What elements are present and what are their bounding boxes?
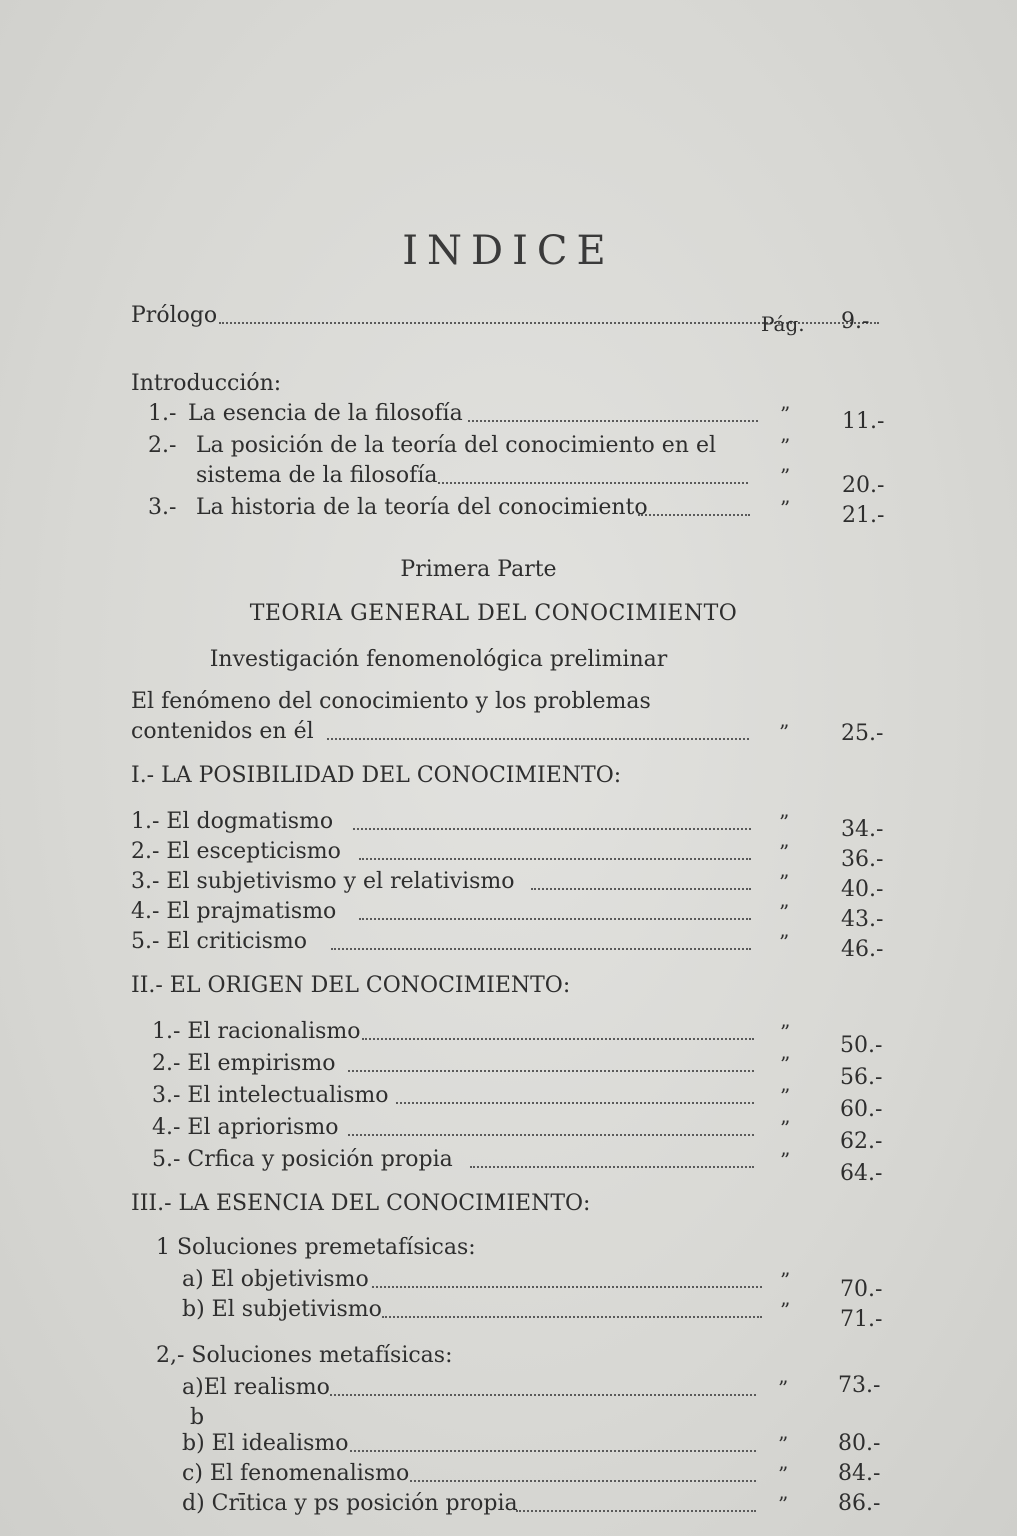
toc-entry bbox=[148, 400, 888, 434]
page-number: 34.- bbox=[841, 817, 884, 842]
toc-entry bbox=[148, 494, 888, 528]
toc-entry-label: b) El subjetivismo bbox=[182, 1297, 382, 1322]
leader-dots bbox=[382, 1316, 762, 1318]
leader-dots bbox=[348, 1070, 754, 1072]
toc-entry bbox=[148, 432, 888, 460]
part-title: TEORIA GENERAL DEL CONOCIMIENTO bbox=[249, 601, 738, 626]
pag-label: Pág. bbox=[761, 312, 805, 336]
section-heading: II.- EL ORIGEN DEL CONOCIMIENTO: bbox=[131, 973, 571, 998]
toc-entry bbox=[131, 718, 891, 746]
toc-entry bbox=[152, 1050, 892, 1090]
toc-entry-label: 1.- El racionalismo bbox=[152, 1019, 361, 1044]
ditto-mark: ” bbox=[780, 1148, 791, 1172]
page-number: 70.- bbox=[840, 1277, 883, 1302]
toc-entry bbox=[182, 1266, 892, 1302]
page-number: 50.- bbox=[840, 1033, 883, 1058]
toc-entry-label: La esencia de la filosofía bbox=[188, 401, 463, 426]
toc-entry bbox=[152, 1146, 892, 1186]
toc-entry-label: 4.- El apriorismo bbox=[152, 1115, 339, 1140]
page-number: 60.- bbox=[840, 1097, 883, 1122]
page-number: 40.- bbox=[841, 877, 884, 902]
toc-entry-label: b) El idealismo bbox=[182, 1431, 349, 1456]
page-number: 11.- bbox=[842, 409, 885, 434]
ditto-mark: ” bbox=[779, 810, 790, 834]
subsection-heading: 2,- Soluciones metafísicas: bbox=[156, 1343, 453, 1368]
toc-entry bbox=[131, 898, 891, 932]
toc-entry-label: sistema de la filosofía bbox=[196, 463, 438, 488]
toc-entry-label: El fenómeno del conocimiento y los problemas bbox=[131, 689, 651, 714]
toc-entry-label: b bbox=[190, 1405, 205, 1430]
leader-dots bbox=[330, 1394, 756, 1396]
ditto-mark: ” bbox=[780, 1298, 791, 1322]
toc-entry-label: contenidos en él bbox=[131, 719, 314, 744]
toc-entry bbox=[182, 1460, 892, 1488]
toc-entry bbox=[152, 1114, 892, 1154]
section-heading: I.- LA POSIBILIDAD DEL CONOCIMIENTO: bbox=[131, 763, 622, 788]
leader-dots bbox=[362, 1038, 754, 1040]
ditto-mark: ” bbox=[780, 1020, 791, 1044]
page-number: 84.- bbox=[838, 1461, 881, 1486]
page-number: 20.- bbox=[842, 473, 885, 498]
toc-entry bbox=[182, 1430, 892, 1458]
page-number: 9.- bbox=[841, 309, 870, 334]
toc-entry bbox=[131, 928, 891, 962]
leader-dots bbox=[350, 1450, 756, 1452]
toc-entry-number: 2.- bbox=[148, 433, 177, 458]
leader-dots bbox=[372, 1286, 762, 1288]
toc-entry-label: a) El objetivismo bbox=[182, 1267, 369, 1292]
toc-entry-label: 2.- El empirismo bbox=[152, 1051, 336, 1076]
leader-dots bbox=[331, 948, 751, 950]
page-number: 62.- bbox=[840, 1129, 883, 1154]
ditto-mark: ” bbox=[780, 496, 791, 520]
page-number: 64.- bbox=[840, 1161, 883, 1186]
ditto-mark: ” bbox=[779, 720, 790, 744]
ditto-mark: ” bbox=[780, 464, 791, 488]
toc-entry-label: 5.- El criticismo bbox=[131, 929, 308, 954]
toc-entry-label: 3.- El intelectualismo bbox=[152, 1083, 389, 1108]
ditto-mark: ” bbox=[780, 402, 791, 426]
page-number: 43.- bbox=[841, 907, 884, 932]
page-number: 80.- bbox=[838, 1431, 881, 1456]
toc-entry bbox=[131, 868, 891, 902]
ditto-mark: ” bbox=[779, 900, 790, 924]
leader-dots bbox=[348, 1134, 754, 1136]
part-label: Primera Parte bbox=[400, 557, 557, 582]
page-title: INDICE bbox=[402, 228, 615, 274]
toc-entry-label: 2.- El escepticismo bbox=[131, 839, 341, 864]
toc-entry bbox=[182, 1490, 892, 1518]
ditto-mark: ” bbox=[780, 1084, 791, 1108]
ditto-mark: ” bbox=[780, 1116, 791, 1140]
leader-dots bbox=[470, 1166, 754, 1168]
page-number: 36.- bbox=[841, 847, 884, 872]
toc-entry bbox=[182, 1374, 892, 1402]
toc-entry-number: 3.- bbox=[148, 495, 177, 520]
subsection-heading: 1 Soluciones premetafísicas: bbox=[156, 1235, 476, 1260]
section-heading: III.- LA ESENCIA DEL CONOCIMIENTO: bbox=[131, 1191, 591, 1216]
toc-entry-label: 5.- Crfica y posición propia bbox=[152, 1147, 453, 1172]
ditto-mark: ” bbox=[780, 434, 791, 458]
page-number: 25.- bbox=[841, 721, 884, 746]
part-subtitle: Investigación fenomenológica preliminar bbox=[209, 647, 668, 672]
toc-entry-label: d) Crītica y ps posición propia bbox=[182, 1491, 518, 1516]
ditto-mark: ” bbox=[779, 870, 790, 894]
leader-dots bbox=[410, 1480, 756, 1482]
toc-entry-label: 3.- El subjetivismo y el relativismo bbox=[131, 869, 515, 894]
toc-entry-label: 1.- El dogmatismo bbox=[131, 809, 334, 834]
page-number: 71.- bbox=[840, 1307, 883, 1332]
toc-entry-label: c) El fenomenalismo bbox=[182, 1461, 410, 1486]
toc-entry-label: 4.- El prajmatismo bbox=[131, 899, 337, 924]
toc-entry bbox=[131, 838, 891, 872]
toc-entry-label: La historia de la teoría del conocimiento bbox=[196, 495, 648, 520]
leader-dots bbox=[353, 828, 751, 830]
leader-dots bbox=[531, 888, 751, 890]
toc-entry bbox=[182, 1296, 892, 1332]
ditto-mark: ” bbox=[778, 1462, 789, 1486]
section-heading-introduccion: Introducción: bbox=[131, 371, 282, 396]
toc-entry-number: 1.- bbox=[148, 401, 177, 426]
toc-entry-label: La posición de la teoría del conocimiento en el bbox=[196, 433, 717, 458]
toc-entry-continuation bbox=[148, 462, 888, 498]
leader-dots bbox=[327, 738, 749, 740]
leader-dots bbox=[438, 482, 748, 484]
leader-dots bbox=[468, 420, 758, 422]
leader-dots bbox=[516, 1510, 756, 1512]
page-number: 73.- bbox=[838, 1373, 881, 1398]
ditto-mark: ” bbox=[778, 1432, 789, 1456]
toc-entry bbox=[152, 1018, 892, 1058]
toc-entry-prologo bbox=[131, 302, 891, 336]
stray-mark bbox=[190, 1404, 290, 1432]
ditto-mark: ” bbox=[778, 1376, 789, 1400]
toc-entry-label: Prólogo bbox=[131, 303, 218, 328]
ditto-mark: ” bbox=[780, 1268, 791, 1292]
leader-dots bbox=[359, 858, 751, 860]
toc-entry bbox=[131, 808, 891, 842]
ditto-mark: ” bbox=[779, 930, 790, 954]
ditto-mark: ” bbox=[780, 1052, 791, 1076]
page-number: 86.- bbox=[838, 1491, 881, 1516]
leader-dots bbox=[396, 1102, 754, 1104]
toc-entry-label: a)El realismo bbox=[182, 1375, 330, 1400]
leader-dots bbox=[359, 918, 751, 920]
page-number: 21.- bbox=[842, 503, 885, 528]
page-number: 56.- bbox=[840, 1065, 883, 1090]
ditto-mark: ” bbox=[778, 1492, 789, 1516]
page-number: 46.- bbox=[841, 937, 884, 962]
ditto-mark: ” bbox=[779, 840, 790, 864]
leader-dots bbox=[638, 514, 750, 516]
toc-entry bbox=[152, 1082, 892, 1122]
